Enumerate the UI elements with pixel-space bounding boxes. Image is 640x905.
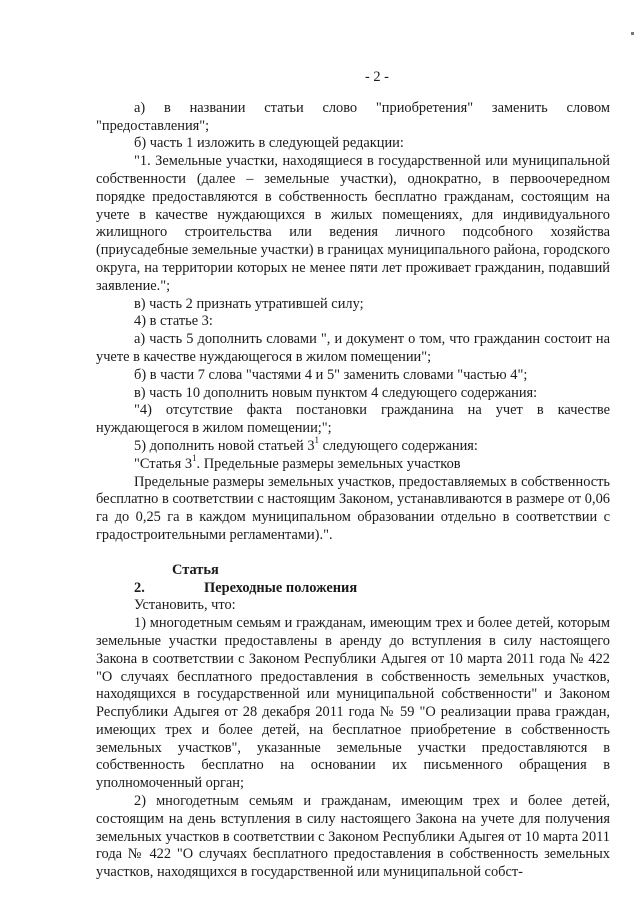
paragraph-item2: 2) многодетным семьям и гражданам, имеющим трех и более детей, состоящим на день вступления в силу настоящего Закона на учете для получения земельных участков в соответствии с Законом Республики Адыгея от 10 марта 2011 года № 422 "О случаях бесплатного предоставления в собственность земельных участков, находящихся в государственной или муниципальной собст- [96,793,610,881]
paragraph-part10-add: в) часть 10 дополнить новым пунктом 4 следующего содержания: [134,384,538,401]
paragraph-item1: 1) многодетным семьям и гражданам, имеющим трех и более детей, которым земельные участки предоставлены в аренду до вступления в силу настоящего Закона в соответствии с Законом Республики Адыгея от 10 марта 2011 года № 422 "О случаях бесплатного предоставления в собственность земельных участков, находящихся в государственной или муниципальной собственности" и Законом Республики Адыгея от 28 декабря 2011 года № 59 "О реализации права граждан, имеющих трех и более детей, на бесплатное приобретение в собственность земельных участков", указанные земельные участки предоставляются в собственность бесплатно на основании их письменного обращения в уполномоченный орган; [96,615,610,792]
paragraph-part1-intro: б) часть 1 изложить в следующей редакции: [134,135,404,152]
superscript: 1 [314,435,320,446]
article2-number: Статья 2. [134,561,219,596]
text-fragment: следующего содержания: [319,437,478,454]
paragraph-part2-void: в) часть 2 признать утратившей силу; [134,295,364,312]
paragraph-article3: 4) в статье 3: [134,313,213,330]
article2-title: Переходные положения [204,579,358,596]
text-fragment: 5) дополнить новой статьей 3 [134,437,315,454]
paragraph-new-article [96,435,610,456]
article2-heading [96,562,610,598]
paragraph-establish: Установить, что: [134,597,236,614]
paragraph-article31-title [96,452,610,474]
paragraph-item4-text: "4) отсутствие факта постановки гражданина на учет в качестве нуждающегося в жилом помещении;"; [96,402,610,437]
text-fragment: . Предельные размеры земельных участков [196,455,461,472]
text-fragment: "Статья 3 [134,455,193,472]
paragraph-part1-text: "1. Земельные участки, находящиеся в государственной или муниципальной собственности (далее – земельные участки), однократно, в первоочередном порядке предоставляются в собственность бесплатно гражданам, состоящим на учете в качестве нуждающихся в жилых помещениях, для индивидуального жилищного строительства или ведения личного подсобного хозяйства (приусадебные земельные участки) в границах муниципального района, городского округа, на территории которых не менее пяти лет проживает гражданин, подавший заявление."; [96,153,611,294]
scan-speck [631,32,634,35]
superscript: 1 [192,452,197,463]
paragraph-amend-title: а) в названии статьи слово "приобретения" заменить словом "предоставления"; [96,99,610,134]
page-number: - 2 - [365,69,389,85]
paragraph-part7-replace: б) в части 7 слова "частями 4 и 5" заменить словами "частью 4"; [134,366,528,383]
paragraph-part5-add: а) часть 5 дополнить словами ", и документ о том, что гражданин состоит на учете в качестве нуждающегося в жилом помещении"; [96,331,610,365]
paragraph-article31-text: Предельные размеры земельных участков, предоставляемых в собственность бесплатно в соответствии с настоящим Законом, устанавливаются в размере от 0,06 га до 0,25 га в каждом муниципальном образовании отдельно в соответствии с градостроительными регламентами).". [96,473,610,543]
spacer [96,545,610,562]
